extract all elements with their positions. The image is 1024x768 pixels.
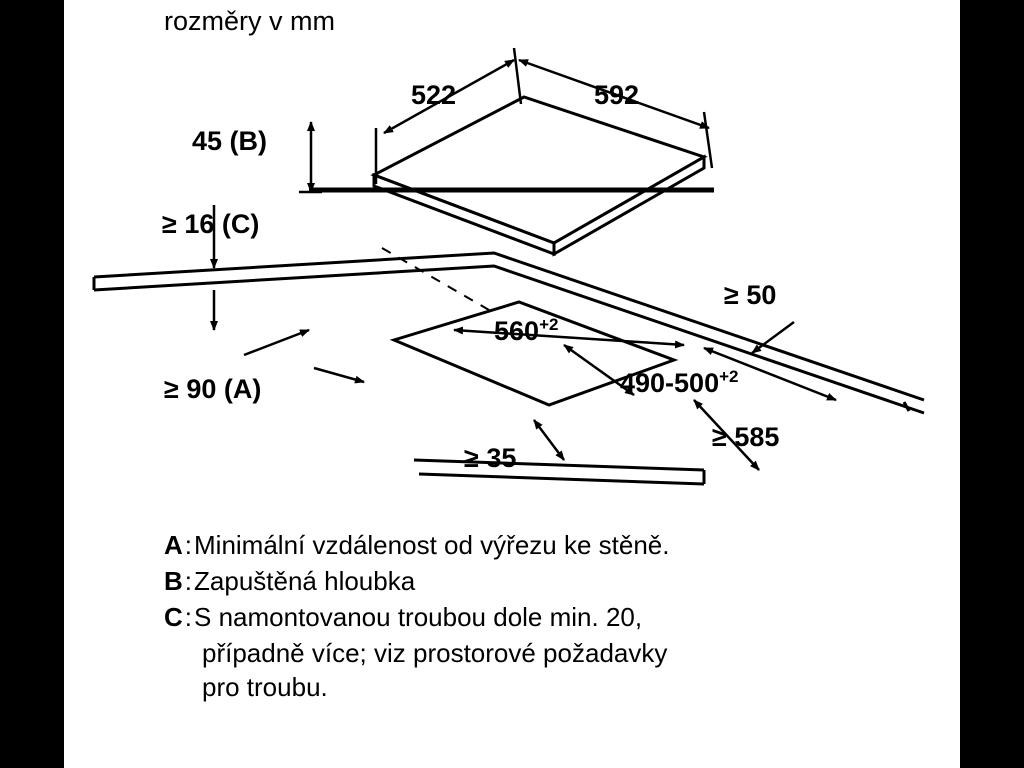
dim-label-490-500 <box>620 368 738 397</box>
dim-45-b <box>299 122 322 192</box>
dim-label-560 <box>494 316 558 345</box>
dim-560-tolerance: +2 <box>539 315 559 334</box>
legend-text-b: Zapuštěná hloubka <box>194 566 416 596</box>
dim-35 <box>534 420 564 460</box>
legend-text-a: Minimální vzdálenost od výřezu ke stěně. <box>194 530 670 560</box>
legend-text-c: S namontovanou troubou dole min. 20, <box>194 602 643 632</box>
dim-label-45-b: 45 (B) <box>192 126 268 156</box>
dim-90-a <box>244 330 364 382</box>
dim-490-500-value: 490-500 <box>620 368 720 398</box>
hob-plate <box>374 97 704 254</box>
dim-560 <box>454 330 684 345</box>
legend <box>164 528 944 704</box>
dim-label-16-c: ≥ 16 (C) <box>162 209 260 239</box>
dim-label-592: 592 <box>594 80 640 110</box>
dim-label-90-a: ≥ 90 (A) <box>164 374 262 404</box>
dim-label-35: ≥ 35 <box>464 443 517 473</box>
legend-item-c <box>164 600 944 634</box>
units-note: rozměry v mm <box>164 6 335 36</box>
dim-490-500-tolerance: +2 <box>719 367 739 386</box>
legend-key-a: A <box>164 530 183 560</box>
legend-key-c: C <box>164 602 183 632</box>
legend-item-a <box>164 528 944 562</box>
dim-label-585: ≥ 585 <box>712 422 780 452</box>
legend-item-b <box>164 564 944 598</box>
dim-label-522: 522 <box>411 80 457 110</box>
dim-label-50: ≥ 50 <box>724 280 777 310</box>
legend-sep-c: : <box>184 602 193 632</box>
legend-continuation-2: pro troubu. <box>202 672 328 702</box>
worktop-front-edge <box>414 460 704 484</box>
legend-key-b: B <box>164 566 183 596</box>
dim-560-value: 560 <box>494 316 540 346</box>
legend-sep-b: : <box>184 566 193 596</box>
drawing-canvas <box>64 0 960 768</box>
legend-sep-a: : <box>184 530 193 560</box>
legend-continuation-1: případně více; viz prostorové požadavky <box>202 638 668 668</box>
